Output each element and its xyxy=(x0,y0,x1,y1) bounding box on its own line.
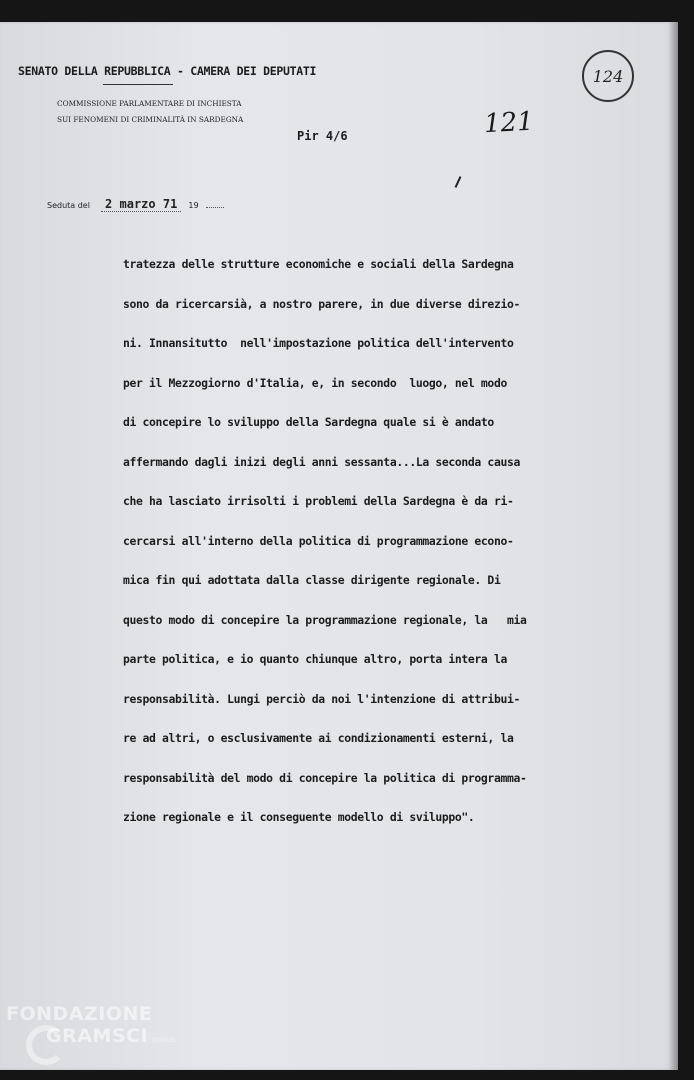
body-line: affermando dagli inizi degli anni sessanta...La seconda causa xyxy=(123,454,520,469)
body-line: responsabilità del modo di concepire la politica di programma- xyxy=(123,770,527,785)
handwritten-page-number: 121 xyxy=(483,106,535,140)
body-text xyxy=(123,252,643,845)
body-line: mica fin qui adottata dalla classe dirigente regionale. Di xyxy=(123,573,501,587)
institution-header: SENATO DELLA REPUBBLICA - CAMERA DEI DEPUTATI xyxy=(18,64,317,78)
page-edge xyxy=(672,22,678,1070)
session-year: 19 xyxy=(188,201,199,210)
session-year-blank xyxy=(206,207,224,208)
body-line: di concepire lo sviluppo della Sardegna quale si è andato xyxy=(123,415,494,429)
body-line: cercarsi all'interno della politica di programmazione econo- xyxy=(123,533,514,548)
commission-name xyxy=(57,96,243,128)
body-line: sono da ricercarsià, a nostro parere, in due diverse direzio- xyxy=(123,296,520,311)
session-date: 2 marzo 71 xyxy=(101,197,181,212)
watermark-line-2-text: GRAMSCI xyxy=(46,1025,149,1047)
watermark-suffix: onlus xyxy=(152,1035,176,1044)
body-line: ni. Innansitutto nell'impostazione politica dell'intervento xyxy=(123,336,514,350)
session-line xyxy=(47,193,224,212)
circled-page-number xyxy=(582,50,634,102)
body-line: che ha lasciato irrisolti i problemi della Sardegna è da ri- xyxy=(123,494,514,508)
header-rule xyxy=(103,84,173,85)
watermark-line-1: FONDAZIONE xyxy=(6,1003,153,1025)
commission-line-2: SUI FENOMENI DI CRIMINALITÀ IN SARDEGNA xyxy=(57,115,244,124)
body-line: responsabilità. Lungi perciò da noi l'intenzione di attribui- xyxy=(123,691,520,706)
commission-line-1: COMMISSIONE PARLAMENTARE DI INCHIESTA xyxy=(57,99,242,108)
body-line: tratezza delle strutture economiche e sociali della Sardegna xyxy=(123,257,514,271)
watermark-g-icon xyxy=(26,1025,66,1065)
body-line: per il Mezzogiorno d'Italia, e, in secondo luogo, nel modo xyxy=(123,375,507,390)
reference-code: Pir 4/6 xyxy=(297,129,348,143)
circled-page-number-text: 124 xyxy=(592,66,624,86)
body-line: parte politica, e io quanto chiunque altro, porta intera la xyxy=(123,652,507,666)
body-line: zione regionale e il conseguente modello di sviluppo". xyxy=(123,810,475,824)
body-line: questo modo di concepire la programmazione regionale, la mia xyxy=(123,612,527,627)
session-label: Seduta del xyxy=(47,201,90,210)
body-line: re ad altri, o esclusivamente ai condizionamenti esterni, la xyxy=(123,731,514,745)
